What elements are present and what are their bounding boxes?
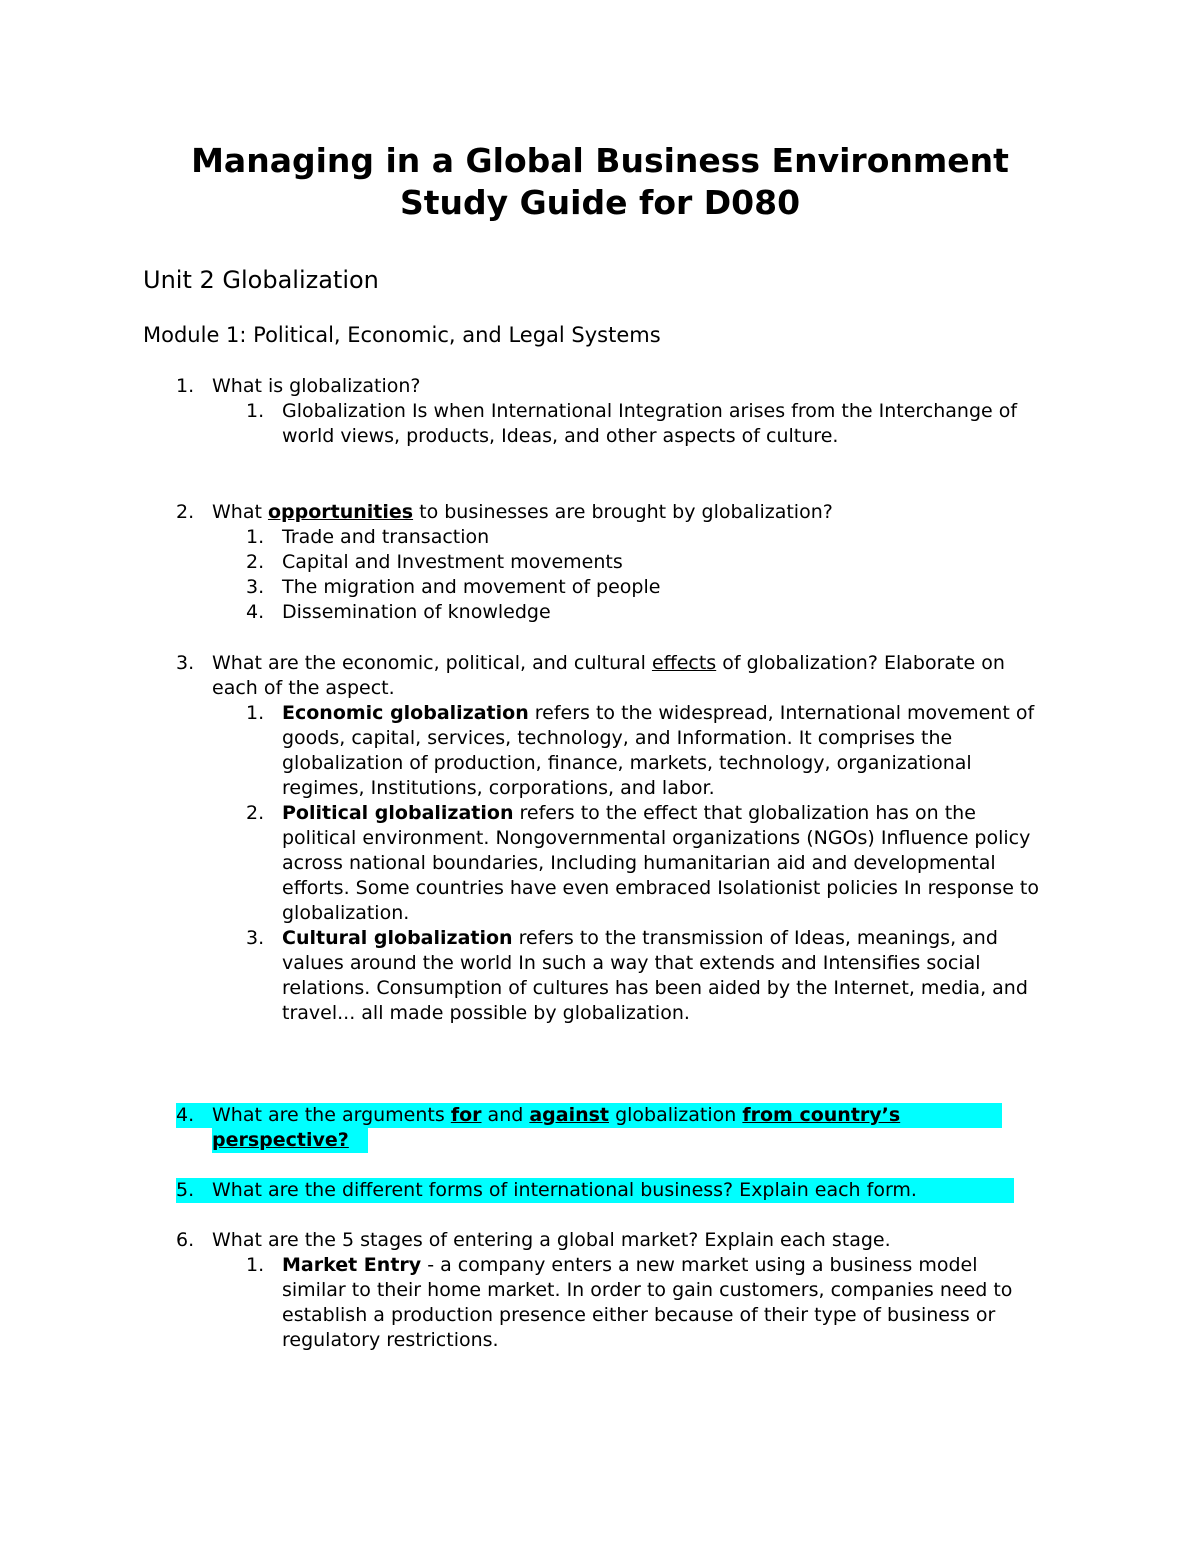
answer-item xyxy=(246,801,1042,926)
answer-item xyxy=(246,600,1042,625)
question-text xyxy=(212,651,1042,701)
question-number: 2. xyxy=(176,501,195,523)
emphasis-country-perspective: from country’s perspective? xyxy=(212,1104,901,1151)
answer-text: Capital and Investment movements xyxy=(282,551,623,573)
question-number: 5. xyxy=(176,1179,195,1201)
question-5 xyxy=(0,1178,1200,1203)
answer-number: 4. xyxy=(246,601,265,623)
answer-term: Economic globalization xyxy=(282,702,529,724)
answer-text: refers to the transmission of Ideas, meanings, and values around the world In such a way that extends and Intensifies social relations. Consumption of cultures has been aided by the Internet, media, and travel... all made possible by globalization. xyxy=(282,927,1028,1024)
emphasis-against: against xyxy=(529,1104,610,1126)
module-heading: Module 1: Political, Economic, and Legal Systems xyxy=(143,323,661,347)
answer-item xyxy=(246,701,1042,801)
question-number: 6. xyxy=(176,1229,195,1251)
answer-item xyxy=(246,575,1042,600)
answer-term: Market Entry xyxy=(282,1254,422,1276)
answer-list xyxy=(0,1253,1200,1353)
question-2 xyxy=(0,500,1200,625)
question-number: 3. xyxy=(176,652,195,674)
answer-item xyxy=(246,399,1042,449)
question-text-part: What xyxy=(212,501,268,523)
document-title-line2: Study Guide for D080 xyxy=(399,183,801,222)
answer-text: Globalization Is when International Integration arises from the Interchange of world views, products, Ideas, and other aspects of culture. xyxy=(282,400,1018,447)
question-text xyxy=(212,1103,1012,1153)
emphasis-for: for xyxy=(450,1104,482,1126)
answer-text: Trade and transaction xyxy=(282,526,490,548)
question-number: 4. xyxy=(176,1104,195,1126)
answer-number: 1. xyxy=(246,526,265,548)
answer-list xyxy=(0,525,1200,625)
answer-list xyxy=(0,701,1200,1026)
answer-text: Dissemination of knowledge xyxy=(282,601,551,623)
question-number: 1. xyxy=(176,375,195,397)
question-text: What are the different forms of international business? Explain each form. xyxy=(212,1179,917,1201)
answer-term: Cultural globalization xyxy=(282,927,513,949)
answer-item xyxy=(246,525,1042,550)
answer-number: 3. xyxy=(246,576,265,598)
answer-text: - a company enters a new market using a business model similar to their home market. In order to gain customers, companies need to establish a production presence either because of their type of business or regulatory restrictions. xyxy=(282,1254,1013,1351)
unit-heading: Unit 2 Globalization xyxy=(143,266,379,294)
answer-number: 2. xyxy=(246,551,265,573)
answer-item xyxy=(246,550,1042,575)
answer-number: 3. xyxy=(246,927,265,949)
answer-text: The migration and movement of people xyxy=(282,576,661,598)
question-text-part: of globalization? Elaborate on each of the aspect. xyxy=(212,652,1005,699)
question-4 xyxy=(0,1103,1200,1153)
answer-number: 1. xyxy=(246,702,265,724)
question-text xyxy=(212,500,1042,525)
question-6 xyxy=(0,1228,1200,1353)
document-title-line1: Managing in a Global Business Environment xyxy=(191,141,1009,180)
answer-text: refers to the effect that globalization has on the political environment. Nongovernmental organizations (NGOs) Influence policy across national boundaries, Including humanitarian aid and developmental efforts. Some countries have even embraced Isolationist policies In response to globalization. xyxy=(282,802,1040,924)
question-text-part: What are the arguments xyxy=(212,1104,451,1126)
answer-text: refers to the widespread, International movement of goods, capital, services, technology, and Information. It comprises the globalization of production, finance, markets, technology, organizational regimes, Institutions, corporations, and labor. xyxy=(282,702,1035,799)
emphasis-effects: effects xyxy=(651,652,717,674)
answer-item xyxy=(246,926,1042,1026)
question-3 xyxy=(0,651,1200,1026)
question-text: What is globalization? xyxy=(212,375,421,397)
question-1 xyxy=(0,374,1200,449)
answer-term: Political globalization xyxy=(282,802,514,824)
answer-number: 2. xyxy=(246,802,265,824)
answer-item xyxy=(246,1253,1042,1353)
emphasis-opportunities: opportunities xyxy=(267,501,414,523)
answer-number: 1. xyxy=(246,1254,265,1276)
answer-number: 1. xyxy=(246,400,265,422)
question-text: What are the 5 stages of entering a global market? Explain each stage. xyxy=(212,1229,891,1251)
question-text-part: globalization xyxy=(609,1104,743,1126)
question-text-part: to businesses are brought by globalization? xyxy=(413,501,833,523)
question-text-part: and xyxy=(481,1104,530,1126)
question-text-part: What are the economic, political, and cultural xyxy=(212,652,652,674)
answer-list xyxy=(0,399,1200,449)
